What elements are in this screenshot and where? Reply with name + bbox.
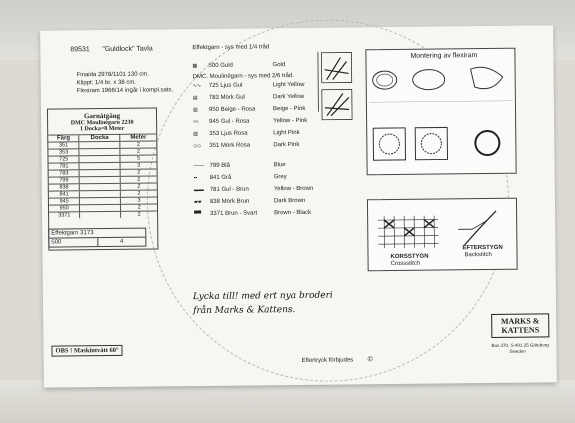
legend-english: Yellow - Pink	[273, 117, 308, 125]
table-cell: 838	[49, 184, 80, 191]
stitch-symbol-icon: ∿∿	[192, 83, 202, 90]
table-cell: 950	[49, 205, 80, 212]
legend-english: Yellow - Brown	[273, 185, 314, 193]
assembly-panel	[365, 48, 516, 176]
legend-item	[193, 95, 245, 103]
logo-line1: MARKS &	[500, 316, 540, 326]
stitch-panel	[367, 198, 518, 272]
greeting-line2: från Marks & Kattens.	[193, 305, 296, 317]
column-header: Docka	[79, 134, 120, 141]
legend-item	[194, 210, 257, 218]
effekt-header: Effektgarn - sys med 1/4 tråd	[192, 44, 270, 52]
table-cell: 2	[121, 190, 157, 197]
table-cell: 725	[48, 156, 79, 163]
legend-item	[193, 83, 243, 91]
wash-instruction: OBS ! Maskintvätt 60°	[51, 345, 122, 357]
legend-swedish: 781 Gul - Brun	[209, 186, 249, 194]
effekt-table	[48, 228, 146, 248]
legend-english: Brown - Black	[274, 209, 312, 217]
copyright-icon: ©	[367, 356, 373, 364]
yarn-table-line1: DMC Moulinégarn 2230	[70, 119, 134, 127]
legend-swedish: 3371 Brun - Svart	[210, 210, 258, 218]
yarn-table-title: Garnåtgång	[83, 111, 121, 121]
yarn-table-grid	[48, 133, 157, 218]
stitch-symbol-icon: ▀▀	[194, 211, 202, 218]
table-cell: 2	[120, 141, 156, 148]
legend-english: Blue	[273, 162, 286, 169]
table-cell: 351	[48, 142, 79, 149]
legend-swedish: 799 Blå	[209, 162, 230, 170]
stitch-symbol-icon: ───	[193, 162, 205, 170]
legend-swedish: 838 Mörk Brun	[209, 198, 250, 206]
table-cell: 2	[121, 211, 157, 218]
greeting-line1: Lycka till! med ert nya broderi	[192, 290, 333, 303]
table-cell: 3	[121, 197, 157, 204]
dmc-header: DMC. Moulinégarn - sys med 2/6 tråd.	[192, 73, 295, 81]
table-cell: 5	[120, 155, 156, 162]
stitch-symbol-icon: ▰▰	[193, 199, 202, 206]
legend-item	[192, 63, 232, 71]
legend-english: Grey	[273, 174, 287, 181]
cross-stitch-label: KORSSTYGN	[390, 253, 429, 261]
table-cell: 353	[48, 149, 79, 156]
table-cell: 2	[120, 183, 156, 190]
cut-size: Klippt: 1/4 br. x 38 cm.	[76, 79, 137, 87]
pattern-title: "Guldlock" Tavla	[102, 45, 153, 54]
legend-swedish: 351 Mörk Rosa	[209, 142, 251, 150]
legend-item	[194, 175, 232, 182]
legend-english: Dark Brown	[273, 197, 306, 205]
fabric-info: Finaida 2978/1101 130 cm.	[76, 71, 149, 79]
needle-diagram	[320, 51, 357, 123]
assembly-title: Montering av flexiram	[410, 52, 478, 60]
table-cell: 783	[49, 170, 80, 177]
legend-swedish: 950 Beige - Rosa	[208, 106, 256, 114]
table-cell: 2	[120, 176, 156, 183]
stitch-symbol-icon: ▥	[192, 107, 198, 114]
stitch-symbol-icon: ◇◇	[193, 143, 202, 150]
company-country: Sweden	[509, 348, 526, 354]
legend-item	[194, 187, 249, 195]
legend-swedish: 841 Grå	[209, 174, 232, 182]
back-stitch-label-en: Backstitch	[464, 251, 492, 259]
copyright-notice: Eftertryck förbjudes	[301, 357, 354, 364]
stitch-symbol-icon: ▪▪	[193, 175, 198, 182]
legend-swedish: 500 Guld	[208, 62, 233, 70]
article-number: 89531	[70, 46, 90, 54]
effekt-value: 500	[51, 239, 62, 246]
stitch-symbol-icon: ▦	[192, 63, 198, 70]
frame-info: Flexiram 1966/14 ingår i kompl.sats.	[76, 87, 174, 95]
company-address: Box 370, S-401 25 Göteborg	[491, 342, 549, 348]
effekt-docka: 4	[97, 238, 146, 247]
table-cell: 841	[49, 191, 80, 198]
table-cell	[80, 211, 121, 218]
table-cell: 2	[121, 204, 157, 211]
pattern-card	[40, 25, 557, 387]
column-header: Färg	[48, 135, 79, 142]
legend-item	[194, 163, 230, 170]
table-cell: 3	[120, 162, 156, 169]
stitch-symbol-icon: ▧	[193, 131, 199, 138]
table-cell: 2	[120, 148, 156, 155]
legend-item	[193, 131, 247, 139]
effekt-label: Effektgarn 3173	[51, 230, 94, 237]
assembly-illustrations	[366, 49, 515, 175]
legend-english: Beige - Pink	[272, 105, 306, 113]
legend-swedish: 725 Ljus Gul	[208, 82, 243, 90]
legend-english: Light Pink	[273, 129, 300, 137]
table-cell: 799	[49, 177, 80, 184]
table-cell: 2	[120, 169, 156, 176]
legend-english: Gold	[272, 62, 286, 69]
back-stitch-label: EFTERSTYGN	[462, 244, 503, 252]
legend-item	[194, 199, 249, 207]
legend-english: Dark Pink	[273, 141, 300, 149]
legend-english: Dark Yellow	[272, 93, 305, 101]
legend-swedish: 783 Mörk Gul	[208, 94, 245, 102]
legend-english: Light Yellow	[272, 81, 305, 89]
column-header: Meter	[120, 134, 156, 141]
legend-swedish: 353 Ljus Rosa	[209, 130, 248, 138]
legend-item	[193, 119, 249, 127]
table-cell: 945	[49, 198, 80, 205]
stitch-symbol-icon: ≈≈	[193, 119, 199, 126]
legend-item	[193, 106, 255, 114]
table-cell: 3371	[49, 212, 80, 219]
logo-line2: KATTENS	[501, 325, 540, 335]
legend-swedish: 945 Gul - Rosa	[209, 118, 250, 126]
table-cell: 781	[49, 163, 80, 170]
legend-item	[193, 143, 250, 151]
brand-logo	[491, 313, 549, 338]
stitch-symbol-icon: ▬▬	[193, 186, 204, 194]
cross-stitch-label-en: Crossstitch	[390, 260, 421, 268]
yarn-table-line2: 1 Docka=8 Meter	[79, 125, 125, 133]
stitch-symbol-icon: ▤	[192, 95, 198, 102]
table-row	[49, 211, 157, 219]
